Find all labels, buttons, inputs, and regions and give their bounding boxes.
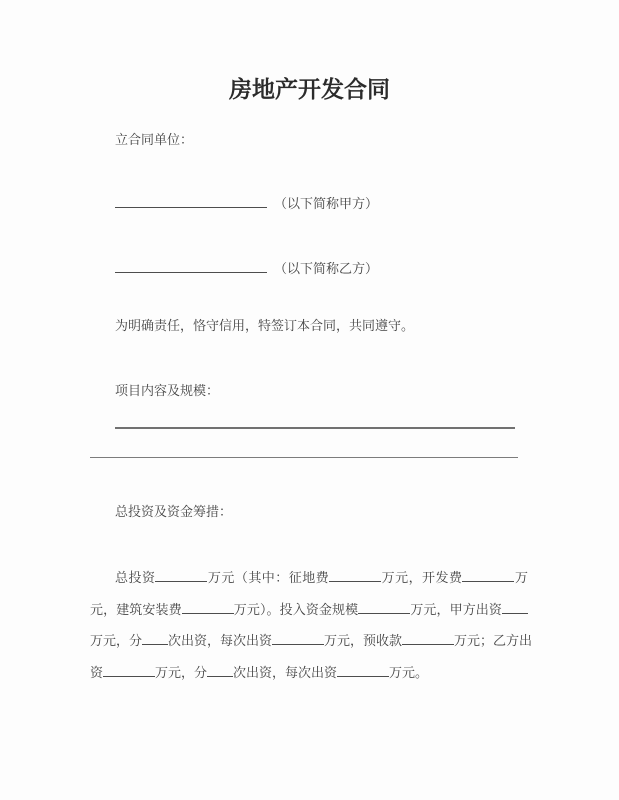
party-a-line [115,193,378,212]
fill-in-blank [337,663,389,677]
paragraph-text: 万元）。投入资金规模 [233,601,359,617]
project-content-writing-line-1 [115,427,515,429]
fill-in-blank [142,631,168,645]
paragraph-text: 万元。 [389,664,429,680]
paragraph-text: 万元（其中：征地费 [207,570,330,585]
project-scope-label: 项目内容及规模： [115,383,220,398]
funding-label: 总投资及资金筹措： [115,504,233,519]
paragraph-text: 元，建筑安装费 [90,601,182,617]
fill-in-blank [103,663,155,677]
party-b-fill-in-blank [115,259,267,273]
fill-in-blank [155,568,207,582]
fill-in-blank [329,568,381,582]
project-content-writing-line-2 [90,457,518,458]
paragraph-text: 万元，甲方出资 [410,601,502,617]
fill-in-blank [207,663,233,677]
fill-in-blank [272,631,324,645]
paragraph-text: 次出资，每次出资 [168,633,273,648]
paragraph-text: 万元，开发费 [381,570,463,585]
party-a-suffix: （以下简称甲方） [274,196,379,211]
party-b-line [115,258,378,277]
funding-paragraph-line-1 [90,562,528,594]
paragraph-text: 总投资 [115,570,156,585]
document-title: 房地产开发合同 [229,76,390,102]
fill-in-blank [358,600,410,614]
funding-paragraph [90,562,533,688]
purpose-statement: 为明确责任，恪守信用，特签订本合同，共同遵守。 [115,318,415,333]
fill-in-blank [402,631,454,645]
funding-paragraph-line-2 [90,594,528,626]
funding-paragraph-line-4 [90,657,528,689]
party-a-fill-in-blank [115,194,267,208]
funding-paragraph-line-3 [90,625,533,657]
paragraph-text: 资 [90,664,104,680]
paragraph-text: 万元，分 [155,664,208,680]
paragraph-text: 次出资，每次出资 [233,664,338,680]
fill-in-blank [182,600,234,614]
parties-label: 立合同单位： [115,132,194,147]
paragraph-text: 万元，分 [90,633,143,648]
fill-in-blank [462,568,514,582]
paragraph-text: 万元；乙方出 [454,633,533,648]
paragraph-text: 万元，预收款 [324,633,403,648]
paragraph-text: 万 [514,570,528,585]
fill-in-blank [502,600,528,614]
party-b-suffix: （以下简称乙方） [274,261,379,276]
